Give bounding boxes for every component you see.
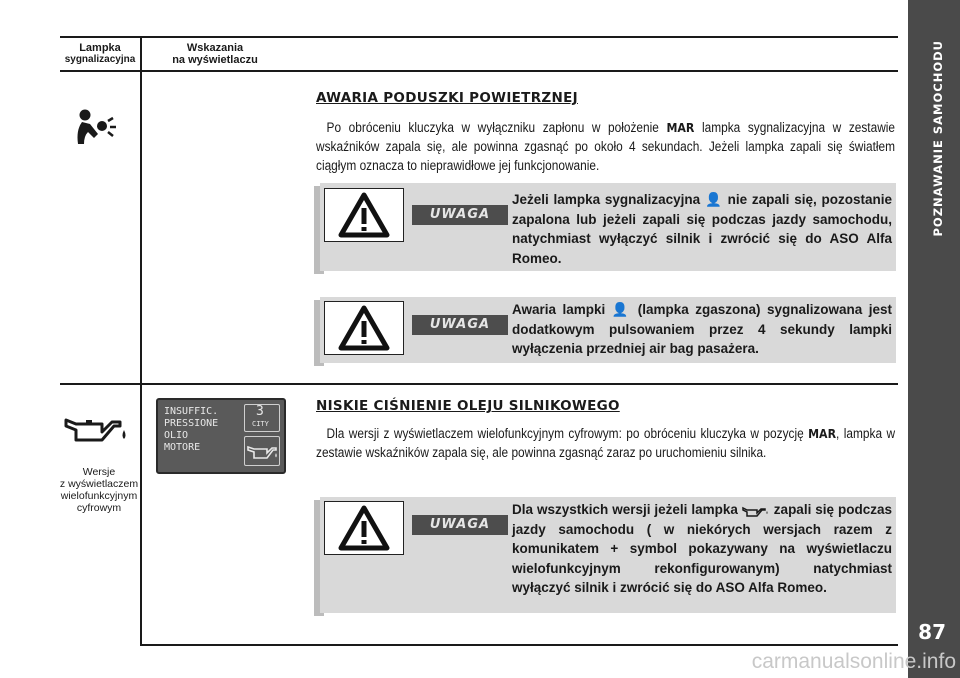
section-title-oil: NISKIE CIŚNIENIE OLEJU SILNIKOWEGO	[316, 398, 620, 414]
airbag-warning-icon: 👤	[611, 302, 632, 317]
warning-triangle-icon	[324, 188, 404, 242]
oil-pressure-icon	[244, 436, 280, 466]
warning-text-2: Awaria lampki 👤 (lampka zgaszona) sygnalizowana jest dodatkowym pulsowaniem przez 4 sekundy lampki wyłączenia przedniej air bag pasażera.	[512, 302, 893, 356]
uwaga-label-2: UWAGA	[412, 315, 508, 335]
warning-triangle-icon	[324, 501, 404, 555]
oil-pressure-icon	[742, 504, 770, 516]
section-sidebar	[908, 0, 960, 678]
uwaga-label-1: UWAGA	[412, 205, 508, 225]
airbag-warning-icon	[68, 108, 120, 148]
display-version-caption: Wersje z wyświetlaczem wielofunkcyjnym cyfrowym	[59, 466, 139, 514]
column-divider	[140, 36, 142, 646]
table-bottom-rule	[140, 644, 898, 646]
display-mode: CITY	[252, 420, 269, 428]
table-top-rule	[60, 36, 898, 38]
warning-triangle-icon	[324, 301, 404, 355]
header-rule	[60, 70, 898, 72]
oil-pressure-icon	[62, 412, 130, 446]
airbag-warning-icon: 👤	[704, 192, 723, 207]
chapter-title: POZNAWANIE SAMOCHODU	[931, 40, 945, 237]
section-title-airbag: AWARIA PODUSZKI POWIETRZNEJ	[316, 90, 578, 106]
row-divider	[60, 383, 898, 385]
column-header-lamp: Lampka sygnalizacyjna	[64, 42, 136, 65]
watermark: carmanualsonline.info	[751, 650, 956, 673]
uwaga-label-3: UWAGA	[412, 515, 508, 535]
warning-text-1: Jeżeli lampka sygnalizacyjna 👤 nie zapali się, pozostanie zapalona lub jeżeli zapali się podczas jazdy samochodu, natychmiast wyłączyć silnik i zwrócić się do ASO Alfa Romeo.	[512, 192, 893, 266]
display-number: 3	[256, 404, 264, 419]
display-message: INSUFFIC. PRESSIONE OLIO MOTORE	[164, 406, 219, 453]
section-body-oil: Dla wersji z wyświetlaczem wielofunkcyjnym cyfrowym: po obróceniu kluczyka w pozycję MAR, lampka w zestawie wskaźników zapala się, ale powinna zgasnąć zaraz po uruchomieniu silnika.	[316, 426, 896, 460]
warning-text-3: Dla wszystkich wersji jeżeli lampka zapali się podczas jazdy samochodu ( w niekórych wersjach razem z komunikatem + symbol pokazywany na wyświetlaczu wielofunkcyjnym rekonfigurowanym) natychmiast wyłączyć silnik i zwrócić się do ASO Alfa Romeo.	[512, 502, 892, 595]
section-body-airbag: Po obróceniu kluczyka w wyłączniku zapłonu w położenie MAR lampka sygnalizacyjna w zestawie wskaźników zapala się, ale powinna zgasnąć po około 4 sekundach. Jeżeli lampka zapali się światłem ciągłym oznacza to nieprawidłowe jej funkcjonowanie.	[316, 120, 896, 173]
column-header-display: Wskazania na wyświetlaczu	[172, 42, 258, 66]
multifunction-display	[156, 398, 286, 474]
page-number: 87	[918, 620, 946, 644]
